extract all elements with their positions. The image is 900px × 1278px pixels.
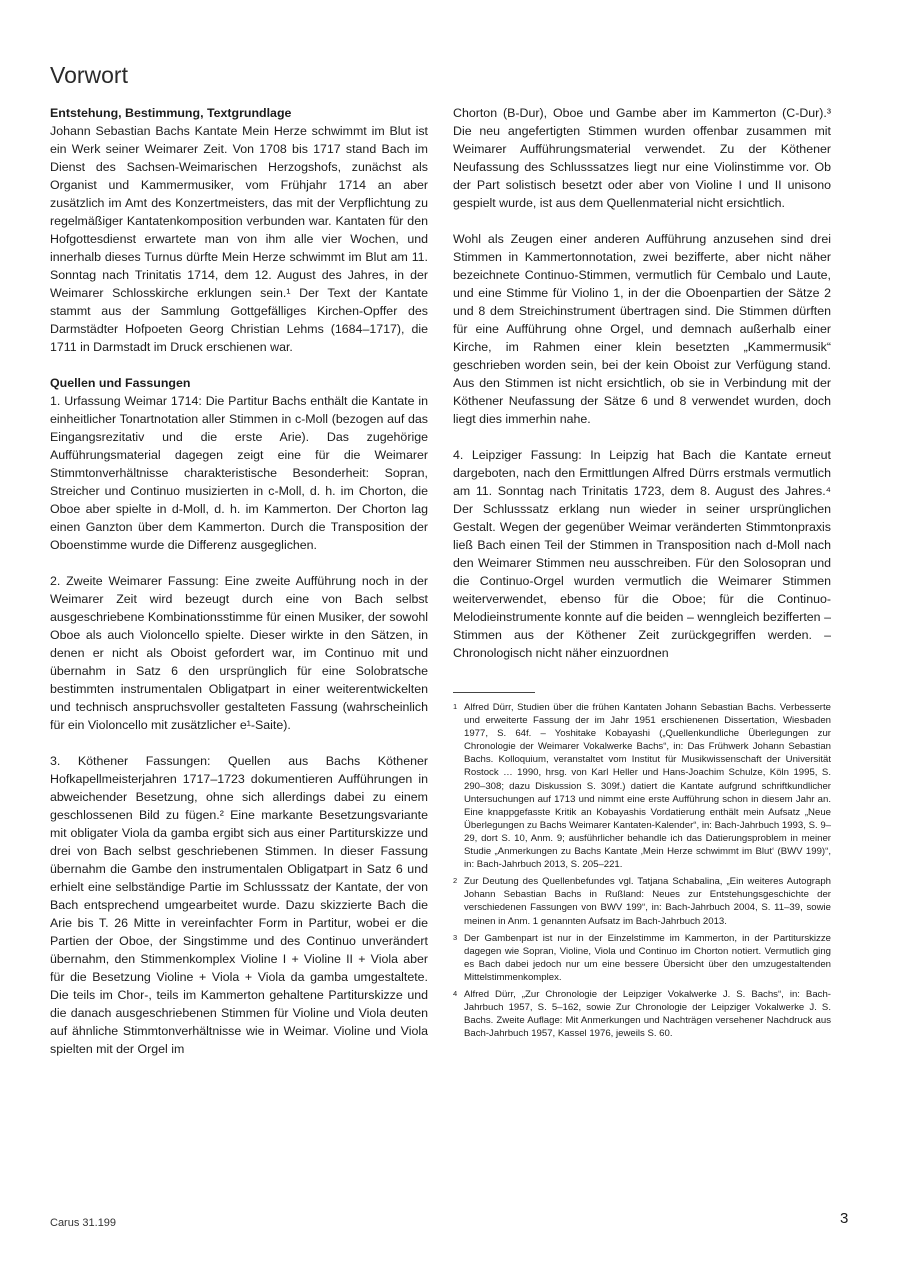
footnote-text: Alfred Dürr, „Zur Chronologie der Leipziger Vokalwerke J. S. Bachs“, in: Bach-Jahrbuch 1957, S. 5–162, sowie Zur Chronologie der Leipziger Vokalwerke J. S. Bachs. Zweite Auflage: Mit Anmerkungen und Nachträgen versehener Nachdruck aus Bach-Jahrbuch 1957, Kassel 1976, jeweils S. 60. — [464, 988, 831, 1040]
footnote-text: Der Gambenpart ist nur in der Einzelstimme im Kammerton, in der Partiturskizze dagegen wie Sopran, Violine, Viola und Continuo im Chorton notiert. Vermutlich ging es Bach dabei jedoch nur um eine bessere Übersicht über den umzugestaltenden Mittelstimmenkomplex. — [464, 932, 831, 983]
paragraph-other-performance: Wohl als Zeugen einer anderen Aufführung anzusehen sind drei Stimmen in Kammertonnotation, zwei bezifferte, aber nicht näher bezeichnete Continuo-Stimmen, vermutlich für Cembalo und Laute, und eine Stimme für Violino 1, in der die Oboenpartien der Sätze 2 und 8 dem Streichinstrument übertragen sind. Die Stimmen dürften für eine Aufführung ohne Orgel, und demnach außerhalb einer Kirche, im Rahmen einer klein besetzten „Kammermusik“ geschrieben worden sein, bei der kein Oboist zur Verfügung stand. Aus den Stimmen ist nicht ersichtlich, ob sie in Verbindung mit der Köthener Neufassung der Sätze 6 und 8 verwendet wurden, doch liegt dies immerhin nahe. — [453, 232, 831, 426]
footnote — [453, 932, 831, 984]
footnote-number: 2 — [453, 876, 458, 886]
paragraph-origin: Johann Sebastian Bachs Kantate Mein Herze schwimmt im Blut ist ein Werk seiner Weimarer Zeit. Von 1708 bis 1717 stand Bach im Dienst des Sachsen-Weimarischen Herzogshofs, zunächst als Organist und Kammermusiker, vom Frühjahr 1714 an aber zusätzlich im Amt des Konzertmeisters, das mit der Verpflichtung zu regelmäßiger Kantatenkomposition verbunden war. Kantaten für den Hofgottesdienst erwartete man von ihm alle vier Wochen, und innerhalb dieses Turnus dürfte Mein Herze schwimmt im Blut am 11. Sonntag nach Trinitatis 1714, dem 12. August des Jahres, in der Weimarer Schlosskirche erklungen sein.¹ Der Text der Kantate stammt aus der Sammlung Gottgefälliges Kirchen-Opffer des Darmstädter Hofpoeten Georg Christian Lehms (1684–1717), die 1711 in Darmstadt im Druck erschienen war. — [50, 124, 428, 354]
paragraph-leipzig-version: 4. Leipziger Fassung: In Leipzig hat Bach die Kantate erneut dargeboten, nach den Ermittlungen Alfred Dürrs erstmals vermutlich am 11. Sonntag nach Trinitatis 1723, dem 8. August des Jahres.⁴ Der Schlusssatz erklang nun wieder in seiner ursprünglichen Gestalt. Wegen der gegenüber Weimar veränderten Stimmtonpraxis ließ Bach einen Teil der Stimmen in Transposition nach d-Moll nach den Weimarer Stimmen neu ausschreiben. Für den Solosopran und die Continuo-Orgel wurden vermutlich die Weimarer Stimmen weiterverwendet, ebenso für die Oboe; für die Continuo-Melodieinstrumente konnte auf die beiden – wenngleich bezifferten – Stimmen aus der Köthener Zeit zurückgegriffen werden. – Chronologisch nicht näher einzuordnen — [453, 448, 831, 660]
right-column — [453, 104, 831, 1044]
footnote — [453, 701, 831, 871]
footnotes — [453, 701, 831, 1040]
footnote — [453, 875, 831, 927]
paragraph-second-version: 2. Zweite Weimarer Fassung: Eine zweite Aufführung noch in der Weimarer Zeit wird bezeugt durch eine von Bach selbst ausgeschriebene Kombinationsstimme für einen Musiker, der sowohl Oboe als auch Violoncello spielte. Dieser wirkte in den Sätzen, in denen er nicht als Oboist gefordert war, im Continuo mit und übernahm in Satz 6 den ursprünglich für eine Solobratsche bestimmten instrumentalen Obligatpart in einer weiterentwickelten und technisch anspruchsvoller gestalteten Fassung (wahrscheinlich für ein Violoncello mit zusätzlicher e¹-Saite). — [50, 574, 428, 732]
section-heading-origin: Entstehung, Bestimmung, Textgrundlage — [50, 106, 292, 120]
footnote-text: Zur Deutung des Quellenbefundes vgl. Tatjana Schabalina, „Ein weiteres Autograph Johann Sebastian Bachs in Rußland: Neues zur Entstehungsgeschichte der verschiedenen Fassungen von BWV 199“, in: Bach-Jahrbuch 2004, S. 11–39, sowie meinen in Anm. 1 genannten Aufsatz im Bach-Jahrbuch 2013. — [464, 876, 831, 927]
catalog-number: Carus 31.199 — [50, 1217, 117, 1229]
page-number: 3 — [840, 1210, 849, 1227]
footnote-text: Alfred Dürr, Studien über die frühen Kantaten Johann Sebastian Bachs. Verbesserte und erweiterte Fassung der im Jahr 1951 erschienenen Dissertation, Wiesbaden 1977, S. 64f. – Yoshitake Kobayashi („Quellenkundliche Überlegungen zur Chronologie der Weimarer Vokalwerke Bachs“, in: Das Frühwerk Johann Sebastian Bachs. Kolloquium, veranstaltet vom Institut für Musikwissenschaft der Universität Rostock … 1990, hrsg. von Karl Heller und Hans-Joachim Schulze, Köln 1995, S. 290–308; dazu Diskussion S. 309f.) datiert die Kantate aufgrund schriftkundlicher Untersuchungen auf 1713 und nimmt eine erste Aufführung schon in diesem Jahr an. Eine knappgefasste Kritik an Kobayashis Vordatierung enthält mein Aufsatz „Neue Überlegungen zu Bachs Weimarer Kantaten-Kalender“, in: Bach-Jahrbuch 1993, S. 9–29, dort S. 10, Anm. 9; ausführlicher behandle ich das Datierungsproblem in meiner Studie „Anmerkungen zu Bachs Kantate ‚Mein Herze schwimmt im Blut‘ (BWV 199)“, in: Bach-Jahrbuch 2013, S. 205–221. — [464, 702, 831, 871]
paragraph-koethen-versions: 3. Köthener Fassungen: Quellen aus Bachs Köthener Hofkapellmeisterjahren 1717–1723 dokumentieren Aufführungen in abweichender Besetzung, ohne sich allerdings dabei zu einem geschlossenen Bild zu fügen.² Eine markante Besetzungsvariante mit obligater Viola da gamba ergibt sich aus einer Partiturskizze und drei von Bach selbst geschriebenen Stimmen. In dieser Fassung übernahm die Gambe den instrumentalen Obligatpart in Satz 6 und erhielt eine selbständige Partie im Schlusssatz der Kantate, der von Bach entsprechend umgearbeitet wurde. Dazu skizzierte Bach die Arie bis T. 26 Mitte in vereinfachter Form in Partitur, wobei er die Partien der Oboe, der Singstimme und des Continuo unverändert übernahm, den Stimmenkomplex Violine I + Violine II + Viola aber für die Besetzung Violine + Viola + Viola da gamba umgestaltete. Die teils im Chor-, teils im Kammerton gehaltene Partiturskizze und die danach ausgeschriebenen Stimmen für Violine und Viola deuten auf ähnliche Stimmtonverhältnisse wie in Weimar. Violine und Viola spielten mit der Orgel im — [50, 754, 428, 1056]
paragraph-first-version: 1. Urfassung Weimar 1714: Die Partitur Bachs enthält die Kantate in einheitlicher Tonartnotation aller Stimmen in c-Moll (bezogen auf das Eingangsrezitativ und die erste Arie). Das zugehörige Aufführungsmaterial dagegen zeigt eine für die Weimarer Stimmtonverhältnisse charakteristische Besonderheit: Sopran, Streicher und Continuo musizierten in c-Moll, d. h. im Chorton, die Oboe aber spielte in d-Moll, d. h. im Kammerton. Der Chorton lag einen Ganzton über dem Kammerton. Durch die Transposition der Oboenstimme wurde die Differenz ausgeglichen. — [50, 394, 428, 552]
footnote-divider — [453, 692, 535, 693]
page-title: Vorwort — [50, 62, 128, 88]
footnote-number: 3 — [453, 932, 458, 942]
section-heading-sources: Quellen und Fassungen — [50, 376, 191, 390]
footnote-number: 4 — [453, 988, 458, 998]
paragraph-continuation: Chorton (B-Dur), Oboe und Gambe aber im Kammerton (C-Dur).³ Die neu angefertigten Stimmen wurden offenbar zusammen mit Weimarer Aufführungsmaterial verwendet. Zu der Köthener Neufassung des Schlusssatzes liegt nur eine Violinstimme vor. Ob der Part solistisch besetzt oder aber von Violine I und II unisono gespielt wurde, ist aus dem Quellenmaterial nicht ersichtlich. — [453, 106, 831, 210]
left-column — [50, 104, 428, 1076]
footnote — [453, 988, 831, 1040]
footnote-number: 1 — [453, 702, 458, 711]
